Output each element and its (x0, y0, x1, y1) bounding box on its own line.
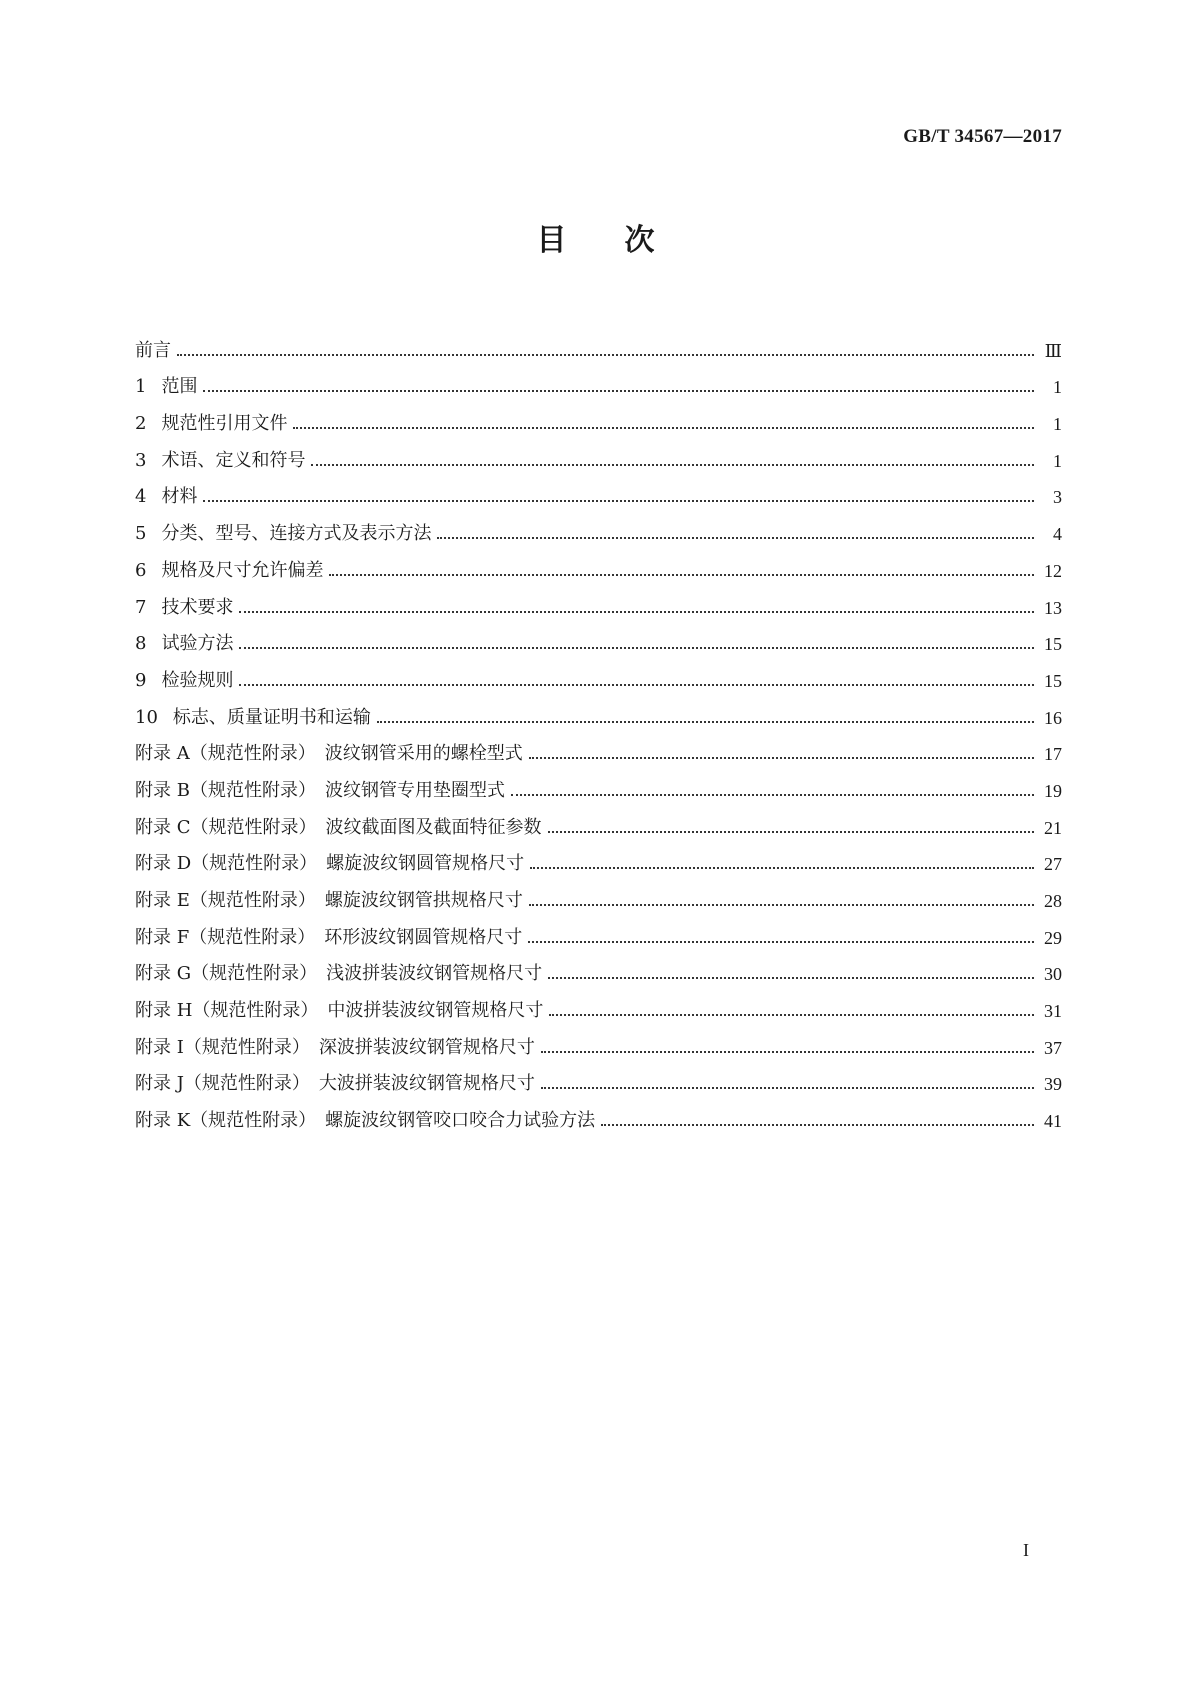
document-code: GB/T 34567—2017 (903, 126, 1062, 147)
toc-entry-title: 规范性引用文件 (161, 413, 288, 435)
toc-dot-leader (239, 611, 1034, 613)
toc-entry-page: 13 (1044, 597, 1062, 618)
toc-dot-leader (437, 537, 1034, 539)
toc-entry-number: 3 (135, 449, 147, 471)
toc-entry-title: 材料 (161, 486, 198, 508)
toc-entry-title: 附录 B（规范性附录） 波纹钢管专用垫圈型式 (135, 779, 505, 801)
toc-entry-page: 41 (1044, 1111, 1062, 1132)
toc-entry[interactable] (135, 766, 1062, 803)
toc-dot-leader (239, 684, 1034, 686)
toc-entry-number: 10 (135, 706, 158, 728)
toc-entry-page: 1 (1053, 377, 1062, 398)
toc-entry-page: 19 (1044, 780, 1062, 801)
toc-entry[interactable] (135, 876, 1062, 913)
toc-entry[interactable] (135, 509, 1062, 546)
toc-entry-title: 附录 C（规范性附录） 波纹截面图及截面特征参数 (135, 816, 542, 838)
toc-entry-page: 3 (1053, 487, 1062, 508)
toc-dot-leader (601, 1124, 1034, 1126)
toc-dot-leader (529, 757, 1034, 759)
toc-dot-leader (329, 574, 1034, 576)
toc-entry-page: 4 (1053, 524, 1062, 545)
toc-entry-title: 附录 D（规范性附录） 螺旋波纹钢圆管规格尺寸 (135, 853, 525, 875)
toc-entry[interactable] (135, 399, 1062, 436)
toc-dot-leader (529, 904, 1034, 906)
toc-entry-page: 21 (1044, 817, 1062, 838)
toc-entry-title: 附录 A（规范性附录） 波纹钢管采用的螺栓型式 (135, 743, 523, 765)
toc-entry-title: 附录 E（规范性附录） 螺旋波纹钢管拱规格尺寸 (135, 890, 523, 911)
toc-entry[interactable] (135, 583, 1062, 620)
toc-entry-number: 7 (135, 596, 147, 618)
toc-title: 目次 (536, 223, 713, 258)
toc-entry-number: 2 (135, 413, 147, 435)
toc-entry-title: 试验方法 (161, 633, 234, 655)
toc-entry-page: 16 (1044, 707, 1062, 728)
toc-entry-page: 28 (1044, 891, 1062, 911)
toc-entry-number: 6 (135, 559, 147, 581)
toc-entry-number: 4 (135, 486, 147, 508)
toc-entry-title: 附录 K（规范性附录） 螺旋波纹钢管咬口咬合力试验方法 (135, 1110, 596, 1132)
toc-entry-title: 范围 (161, 376, 198, 398)
toc-entry-page: 27 (1044, 854, 1062, 875)
toc-entry[interactable] (135, 803, 1062, 840)
table-of-contents (135, 326, 1062, 1133)
toc-entry-page: 17 (1044, 744, 1062, 765)
page-number: I (1023, 1540, 1029, 1560)
toc-entry-title: 附录 F（规范性附录） 环形波纹钢圆管规格尺寸 (135, 926, 523, 948)
toc-entry-number: 5 (135, 523, 147, 545)
toc-entry-title: 规格及尺寸允许偏差 (161, 559, 324, 581)
toc-entry[interactable] (135, 950, 1062, 987)
toc-dot-leader (530, 867, 1034, 869)
toc-entry-number: 9 (135, 669, 147, 691)
toc-entry-number: 1 (135, 376, 147, 398)
toc-dot-leader (293, 427, 1034, 429)
toc-entry-page: 15 (1044, 634, 1062, 655)
toc-entry-page: 12 (1044, 560, 1062, 581)
toc-dot-leader (377, 721, 1034, 723)
toc-entry-title: 附录 H（规范性附录） 中波拼装波纹钢管规格尺寸 (135, 1000, 544, 1022)
toc-dot-leader (203, 500, 1034, 502)
toc-dot-leader (311, 464, 1034, 466)
toc-entry-title: 技术要求 (161, 596, 234, 618)
toc-entry-page: 30 (1044, 964, 1062, 985)
toc-entry-page: 31 (1044, 1001, 1062, 1022)
toc-entry[interactable] (135, 1096, 1062, 1133)
toc-entry-title: 标志、质量证明书和运输 (172, 706, 371, 728)
toc-entry[interactable] (135, 326, 1062, 363)
toc-entry-page: 1 (1053, 414, 1062, 435)
toc-entry-title: 术语、定义和符号 (161, 449, 306, 471)
toc-entry[interactable] (135, 656, 1062, 693)
toc-entry-page: 15 (1044, 670, 1062, 691)
toc-entry-page: Ⅲ (1044, 340, 1062, 361)
toc-entry-title: 附录 J（规范性附录） 大波拼装波纹钢管规格尺寸 (135, 1073, 535, 1095)
toc-entry[interactable] (135, 363, 1062, 400)
toc-entry-page: 37 (1044, 1037, 1062, 1058)
toc-entry[interactable] (135, 546, 1062, 583)
toc-entry-page: 29 (1044, 927, 1062, 948)
toc-entry[interactable] (135, 436, 1062, 473)
toc-dot-leader (511, 794, 1034, 796)
toc-entry-title: 检验规则 (161, 669, 234, 691)
toc-entry-title: 分类、型号、连接方式及表示方法 (161, 523, 432, 545)
toc-dot-leader (177, 354, 1034, 356)
toc-entry-title: 附录 G（规范性附录） 浅波拼装波纹钢管规格尺寸 (135, 963, 543, 985)
toc-dot-leader (541, 1051, 1034, 1053)
toc-entry[interactable] (135, 620, 1062, 657)
toc-entry[interactable] (135, 473, 1062, 510)
toc-entry-number: 8 (135, 633, 147, 655)
toc-entry[interactable] (135, 693, 1062, 730)
toc-entry[interactable] (135, 913, 1062, 950)
toc-entry[interactable] (135, 1060, 1062, 1097)
toc-entry[interactable] (135, 1023, 1062, 1060)
toc-dot-leader (548, 977, 1034, 979)
toc-dot-leader (541, 1087, 1034, 1089)
toc-entry[interactable] (135, 840, 1062, 877)
toc-entry[interactable] (135, 730, 1062, 767)
toc-dot-leader (548, 831, 1035, 833)
toc-entry-page: 1 (1053, 450, 1062, 471)
toc-dot-leader (549, 1014, 1034, 1016)
toc-entry-title: 前言 (135, 339, 171, 361)
toc-entry-page: 39 (1044, 1074, 1062, 1095)
toc-entry[interactable] (135, 986, 1062, 1023)
toc-entry-title: 附录 I（规范性附录） 深波拼装波纹钢管规格尺寸 (135, 1036, 535, 1058)
toc-dot-leader (239, 647, 1034, 649)
toc-dot-leader (528, 941, 1034, 943)
toc-dot-leader (203, 390, 1034, 392)
